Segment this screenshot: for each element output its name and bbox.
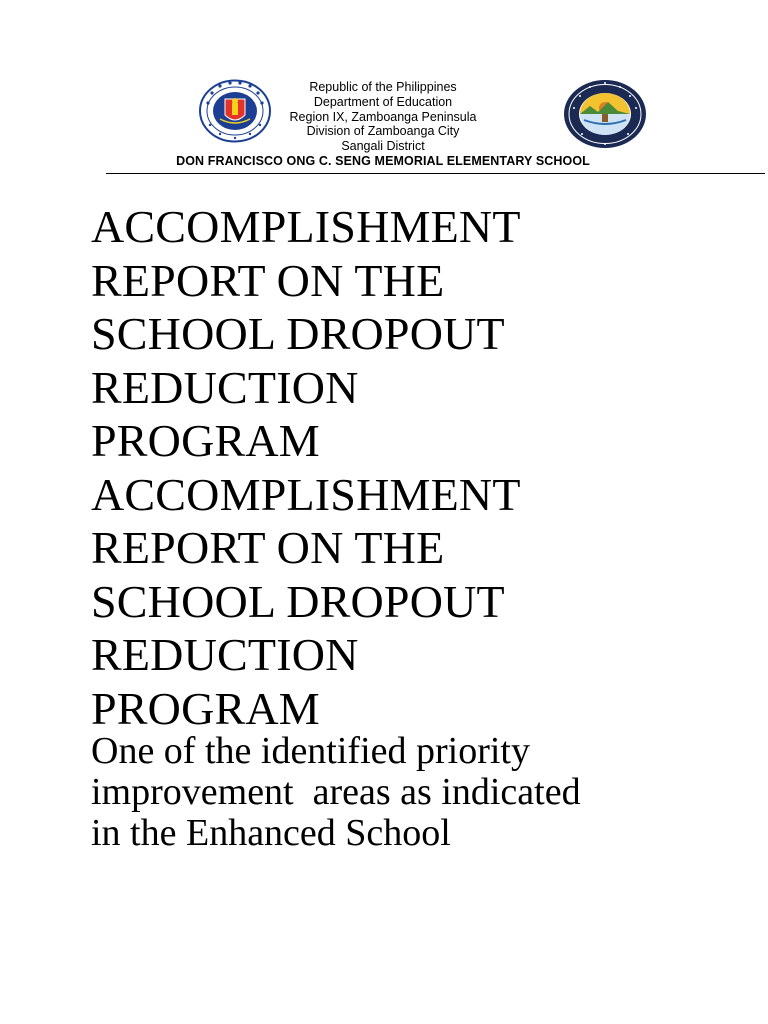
title-line: REDUCTION: [91, 361, 359, 413]
header-line-region: Region IX, Zamboanga Peninsula: [289, 109, 477, 124]
body-line: improvement areas as indicated: [91, 771, 581, 813]
title-line: REDUCTION: [91, 629, 359, 680]
title-line: ACCOMPLISHMENT: [91, 468, 521, 520]
title-line: REPORT ON THE: [91, 254, 445, 306]
letterhead: [0, 0, 768, 180]
body-line: One of the identified priority: [91, 730, 530, 772]
school-seal-icon: [562, 78, 648, 150]
title-line: SCHOOL DROPOUT: [91, 308, 505, 359]
header-divider: [106, 173, 765, 174]
header-line-district: Sangali District: [341, 139, 425, 154]
body-line: in the Enhanced School: [91, 812, 451, 854]
header-line-department: Department of Education: [313, 94, 453, 109]
title-line: PROGRAM: [91, 682, 320, 734]
title-line: SCHOOL DROPOUT: [91, 575, 505, 627]
title-line: PROGRAM: [91, 415, 320, 466]
header-line-republic: Republic of the Philippines: [309, 80, 457, 94]
title-line: ACCOMPLISHMENT: [91, 201, 521, 252]
body-paragraph: [91, 731, 731, 854]
report-title: [91, 200, 691, 735]
deped-seal-icon: [198, 79, 272, 143]
title-line: REPORT ON THE: [91, 522, 445, 573]
header-line-division: Division of Zamboanga City: [306, 124, 460, 139]
agency-header: [263, 80, 503, 154]
school-name: DON FRANCISCO ONG C. SENG MEMORIAL ELEMENTARY SCHOOL: [176, 154, 590, 168]
